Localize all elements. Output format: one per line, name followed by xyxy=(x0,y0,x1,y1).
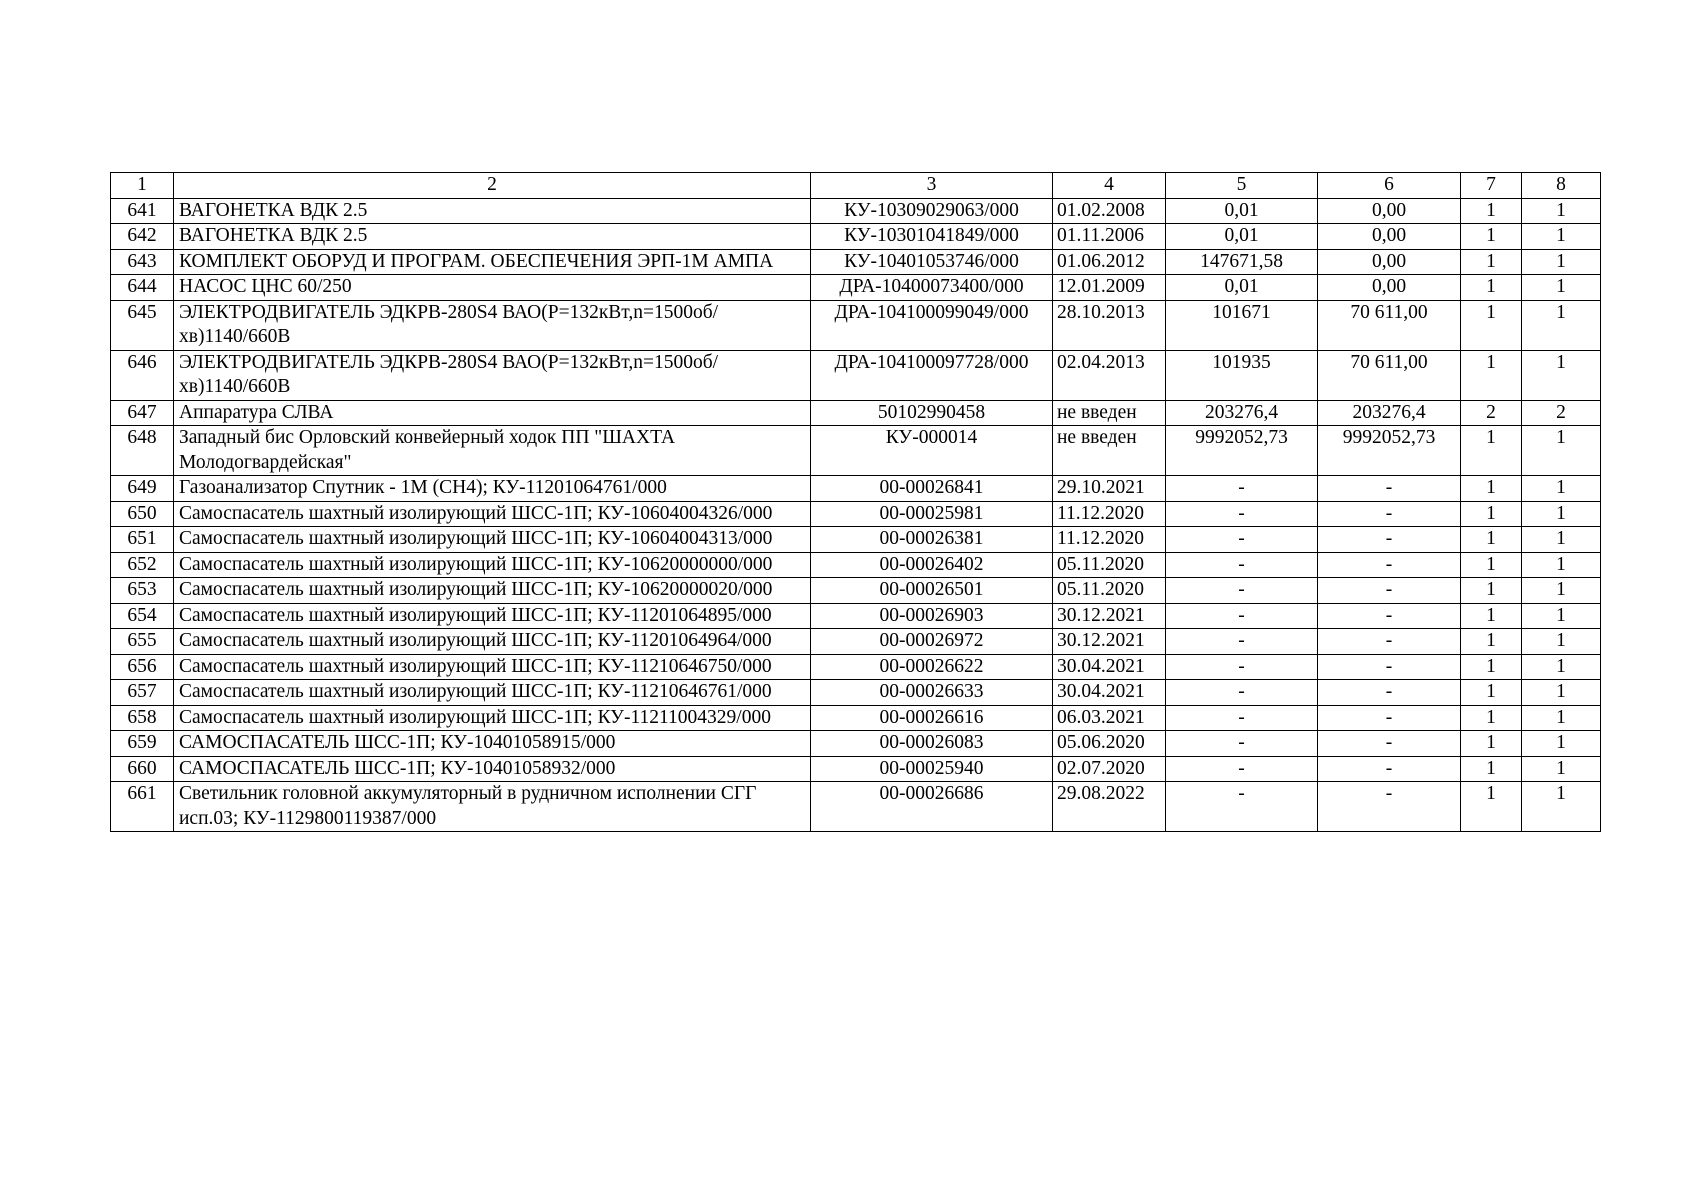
item-name-cell: САМОСПАСАТЕЛЬ ШСС-1П; КУ-10401058915/000 xyxy=(174,731,811,757)
residual-value-cell: 0,00 xyxy=(1318,275,1461,301)
table-row xyxy=(111,198,1601,224)
item-name-cell: ЭЛЕКТРОДВИГАТЕЛЬ ЭДКРВ-280S4 ВАО(Р=132кВт,n=1500об/хв)1140/660В xyxy=(174,350,811,400)
header-cell: 8 xyxy=(1522,173,1601,199)
header-cell: 1 xyxy=(111,173,174,199)
quantity-cell: 1 xyxy=(1461,300,1522,350)
date-cell: 30.12.2021 xyxy=(1053,603,1166,629)
value-cell: 0,01 xyxy=(1166,224,1318,250)
quantity-actual-cell: 1 xyxy=(1522,426,1601,476)
quantity-cell: 1 xyxy=(1461,527,1522,553)
header-cell: 5 xyxy=(1166,173,1318,199)
date-cell: 11.12.2020 xyxy=(1053,527,1166,553)
table-body xyxy=(111,198,1601,832)
table-row xyxy=(111,756,1601,782)
inventory-code-cell: 00-00026083 xyxy=(811,731,1053,757)
quantity-cell: 1 xyxy=(1461,501,1522,527)
residual-value-cell: - xyxy=(1318,552,1461,578)
item-name-cell: Самоспасатель шахтный изолирующий ШСС-1П; КУ-11201064895/000 xyxy=(174,603,811,629)
table-row xyxy=(111,629,1601,655)
inventory-code-cell: 00-00026501 xyxy=(811,578,1053,604)
residual-value-cell: - xyxy=(1318,705,1461,731)
quantity-actual-cell: 1 xyxy=(1522,527,1601,553)
table-row xyxy=(111,782,1601,832)
row-number-cell: 660 xyxy=(111,756,174,782)
table-row xyxy=(111,224,1601,250)
quantity-cell: 1 xyxy=(1461,705,1522,731)
residual-value-cell: - xyxy=(1318,603,1461,629)
inventory-code-cell: 00-00026903 xyxy=(811,603,1053,629)
inventory-code-cell: КУ-000014 xyxy=(811,426,1053,476)
inventory-code-cell: 00-00026622 xyxy=(811,654,1053,680)
date-cell: 12.01.2009 xyxy=(1053,275,1166,301)
date-cell: 30.04.2021 xyxy=(1053,654,1166,680)
row-number-cell: 653 xyxy=(111,578,174,604)
row-number-cell: 659 xyxy=(111,731,174,757)
row-number-cell: 643 xyxy=(111,249,174,275)
row-number-cell: 658 xyxy=(111,705,174,731)
header-cell: 4 xyxy=(1053,173,1166,199)
table-row xyxy=(111,350,1601,400)
inventory-code-cell: 00-00026841 xyxy=(811,476,1053,502)
value-cell: - xyxy=(1166,782,1318,832)
quantity-cell: 1 xyxy=(1461,731,1522,757)
residual-value-cell: 203276,4 xyxy=(1318,400,1461,426)
residual-value-cell: - xyxy=(1318,527,1461,553)
inventory-code-cell: 00-00026972 xyxy=(811,629,1053,655)
value-cell: 147671,58 xyxy=(1166,249,1318,275)
row-number-cell: 646 xyxy=(111,350,174,400)
value-cell: - xyxy=(1166,578,1318,604)
date-cell: 28.10.2013 xyxy=(1053,300,1166,350)
item-name-cell: Самоспасатель шахтный изолирующий ШСС-1П; КУ-10604004313/000 xyxy=(174,527,811,553)
date-cell: 02.07.2020 xyxy=(1053,756,1166,782)
value-cell: - xyxy=(1166,680,1318,706)
table-row xyxy=(111,300,1601,350)
residual-value-cell: - xyxy=(1318,578,1461,604)
item-name-cell: НАСОС ЦНС 60/250 xyxy=(174,275,811,301)
quantity-cell: 1 xyxy=(1461,476,1522,502)
item-name-cell: Аппаратура СЛВА xyxy=(174,400,811,426)
row-number-cell: 644 xyxy=(111,275,174,301)
inventory-code-cell: 50102990458 xyxy=(811,400,1053,426)
inventory-code-cell: КУ-10309029063/000 xyxy=(811,198,1053,224)
table-row xyxy=(111,603,1601,629)
item-name-cell: Светильник головной аккумуляторный в рудничном исполнении СГГ исп.03; КУ-1129800119387/000 xyxy=(174,782,811,832)
row-number-cell: 647 xyxy=(111,400,174,426)
residual-value-cell: - xyxy=(1318,756,1461,782)
value-cell: - xyxy=(1166,476,1318,502)
row-number-cell: 652 xyxy=(111,552,174,578)
residual-value-cell: - xyxy=(1318,654,1461,680)
table-row xyxy=(111,680,1601,706)
date-cell: 29.10.2021 xyxy=(1053,476,1166,502)
quantity-actual-cell: 1 xyxy=(1522,756,1601,782)
item-name-cell: Самоспасатель шахтный изолирующий ШСС-1П; КУ-11201064964/000 xyxy=(174,629,811,655)
item-name-cell: КОМПЛЕКТ ОБОРУД И ПРОГРАМ. ОБЕСПЕЧЕНИЯ ЭРП-1М АМПА xyxy=(174,249,811,275)
item-name-cell: Самоспасатель шахтный изолирующий ШСС-1П; КУ-11211004329/000 xyxy=(174,705,811,731)
residual-value-cell: 9992052,73 xyxy=(1318,426,1461,476)
quantity-cell: 1 xyxy=(1461,249,1522,275)
residual-value-cell: - xyxy=(1318,782,1461,832)
value-cell: - xyxy=(1166,705,1318,731)
item-name-cell: ВАГОНЕТКА ВДК 2.5 xyxy=(174,224,811,250)
quantity-actual-cell: 1 xyxy=(1522,603,1601,629)
item-name-cell: ЭЛЕКТРОДВИГАТЕЛЬ ЭДКРВ-280S4 ВАО(Р=132кВт,n=1500об/хв)1140/660В xyxy=(174,300,811,350)
quantity-cell: 1 xyxy=(1461,603,1522,629)
date-cell: 01.06.2012 xyxy=(1053,249,1166,275)
date-cell: 01.11.2006 xyxy=(1053,224,1166,250)
inventory-code-cell: КУ-10401053746/000 xyxy=(811,249,1053,275)
value-cell: - xyxy=(1166,756,1318,782)
quantity-cell: 1 xyxy=(1461,578,1522,604)
date-cell: 11.12.2020 xyxy=(1053,501,1166,527)
residual-value-cell: - xyxy=(1318,501,1461,527)
row-number-cell: 649 xyxy=(111,476,174,502)
quantity-cell: 1 xyxy=(1461,629,1522,655)
item-name-cell: САМОСПАСАТЕЛЬ ШСС-1П; КУ-10401058932/000 xyxy=(174,756,811,782)
residual-value-cell: - xyxy=(1318,476,1461,502)
quantity-actual-cell: 1 xyxy=(1522,249,1601,275)
table-row xyxy=(111,400,1601,426)
row-number-cell: 657 xyxy=(111,680,174,706)
residual-value-cell: 0,00 xyxy=(1318,249,1461,275)
table-row xyxy=(111,249,1601,275)
quantity-actual-cell: 1 xyxy=(1522,501,1601,527)
residual-value-cell: 70 611,00 xyxy=(1318,350,1461,400)
value-cell: 9992052,73 xyxy=(1166,426,1318,476)
date-cell: 30.12.2021 xyxy=(1053,629,1166,655)
inventory-code-cell: ДРА-104100097728/000 xyxy=(811,350,1053,400)
quantity-cell: 1 xyxy=(1461,680,1522,706)
item-name-cell: Самоспасатель шахтный изолирующий ШСС-1П; КУ-11210646761/000 xyxy=(174,680,811,706)
quantity-cell: 1 xyxy=(1461,224,1522,250)
inventory-code-cell: ДРА-10400073400/000 xyxy=(811,275,1053,301)
quantity-actual-cell: 1 xyxy=(1522,578,1601,604)
quantity-cell: 2 xyxy=(1461,400,1522,426)
value-cell: - xyxy=(1166,629,1318,655)
quantity-actual-cell: 1 xyxy=(1522,782,1601,832)
quantity-actual-cell: 1 xyxy=(1522,629,1601,655)
quantity-cell: 1 xyxy=(1461,756,1522,782)
header-cell: 6 xyxy=(1318,173,1461,199)
date-cell: 29.08.2022 xyxy=(1053,782,1166,832)
quantity-actual-cell: 1 xyxy=(1522,705,1601,731)
inventory-code-cell: ДРА-104100099049/000 xyxy=(811,300,1053,350)
quantity-actual-cell: 1 xyxy=(1522,680,1601,706)
quantity-actual-cell: 1 xyxy=(1522,275,1601,301)
table-row xyxy=(111,552,1601,578)
row-number-cell: 661 xyxy=(111,782,174,832)
quantity-actual-cell: 1 xyxy=(1522,350,1601,400)
value-cell: - xyxy=(1166,552,1318,578)
item-name-cell: Газоанализатор Спутник - 1М (СН4); КУ-11201064761/000 xyxy=(174,476,811,502)
row-number-cell: 656 xyxy=(111,654,174,680)
quantity-cell: 1 xyxy=(1461,426,1522,476)
header-row xyxy=(111,173,1601,199)
table-row xyxy=(111,578,1601,604)
quantity-cell: 1 xyxy=(1461,654,1522,680)
residual-value-cell: 70 611,00 xyxy=(1318,300,1461,350)
table-row xyxy=(111,275,1601,301)
row-number-cell: 645 xyxy=(111,300,174,350)
quantity-cell: 1 xyxy=(1461,782,1522,832)
date-cell: 05.11.2020 xyxy=(1053,578,1166,604)
header-cell: 3 xyxy=(811,173,1053,199)
row-number-cell: 641 xyxy=(111,198,174,224)
quantity-actual-cell: 1 xyxy=(1522,552,1601,578)
inventory-code-cell: 00-00026633 xyxy=(811,680,1053,706)
header-cell: 7 xyxy=(1461,173,1522,199)
date-cell: 05.11.2020 xyxy=(1053,552,1166,578)
item-name-cell: Самоспасатель шахтный изолирующий ШСС-1П; КУ-10620000000/000 xyxy=(174,552,811,578)
inventory-code-cell: 00-00025981 xyxy=(811,501,1053,527)
value-cell: 101935 xyxy=(1166,350,1318,400)
quantity-actual-cell: 1 xyxy=(1522,198,1601,224)
value-cell: 0,01 xyxy=(1166,275,1318,301)
inventory-code-cell: 00-00026402 xyxy=(811,552,1053,578)
inventory-code-cell: КУ-10301041849/000 xyxy=(811,224,1053,250)
quantity-cell: 1 xyxy=(1461,275,1522,301)
item-name-cell: Самоспасатель шахтный изолирующий ШСС-1П; КУ-10620000020/000 xyxy=(174,578,811,604)
quantity-cell: 1 xyxy=(1461,552,1522,578)
table-row xyxy=(111,654,1601,680)
value-cell: - xyxy=(1166,731,1318,757)
value-cell: - xyxy=(1166,654,1318,680)
date-cell: 05.06.2020 xyxy=(1053,731,1166,757)
date-cell: 01.02.2008 xyxy=(1053,198,1166,224)
residual-value-cell: 0,00 xyxy=(1318,224,1461,250)
residual-value-cell: 0,00 xyxy=(1318,198,1461,224)
item-name-cell: Самоспасатель шахтный изолирующий ШСС-1П; КУ-11210646750/000 xyxy=(174,654,811,680)
table-row xyxy=(111,731,1601,757)
date-cell: 30.04.2021 xyxy=(1053,680,1166,706)
row-number-cell: 648 xyxy=(111,426,174,476)
residual-value-cell: - xyxy=(1318,629,1461,655)
quantity-actual-cell: 1 xyxy=(1522,654,1601,680)
inventory-code-cell: 00-00026686 xyxy=(811,782,1053,832)
value-cell: - xyxy=(1166,603,1318,629)
quantity-actual-cell: 1 xyxy=(1522,300,1601,350)
row-number-cell: 651 xyxy=(111,527,174,553)
row-number-cell: 655 xyxy=(111,629,174,655)
residual-value-cell: - xyxy=(1318,731,1461,757)
quantity-cell: 1 xyxy=(1461,350,1522,400)
row-number-cell: 642 xyxy=(111,224,174,250)
date-cell: 02.04.2013 xyxy=(1053,350,1166,400)
table-row xyxy=(111,501,1601,527)
item-name-cell: Самоспасатель шахтный изолирующий ШСС-1П; КУ-10604004326/000 xyxy=(174,501,811,527)
quantity-actual-cell: 2 xyxy=(1522,400,1601,426)
date-cell: не введен xyxy=(1053,426,1166,476)
header-cell: 2 xyxy=(174,173,811,199)
quantity-actual-cell: 1 xyxy=(1522,476,1601,502)
inventory-code-cell: 00-00026381 xyxy=(811,527,1053,553)
inventory-code-cell: 00-00026616 xyxy=(811,705,1053,731)
residual-value-cell: - xyxy=(1318,680,1461,706)
value-cell: 203276,4 xyxy=(1166,400,1318,426)
date-cell: 06.03.2021 xyxy=(1053,705,1166,731)
value-cell: - xyxy=(1166,501,1318,527)
inventory-code-cell: 00-00025940 xyxy=(811,756,1053,782)
quantity-actual-cell: 1 xyxy=(1522,731,1601,757)
date-cell: не введен xyxy=(1053,400,1166,426)
value-cell: - xyxy=(1166,527,1318,553)
quantity-actual-cell: 1 xyxy=(1522,224,1601,250)
inventory-table xyxy=(110,172,1601,832)
table-row xyxy=(111,476,1601,502)
table-row xyxy=(111,527,1601,553)
value-cell: 101671 xyxy=(1166,300,1318,350)
table-row xyxy=(111,426,1601,476)
table-row xyxy=(111,705,1601,731)
item-name-cell: Западный бис Орловский конвейерный ходок ПП "ШАХТА Молодогвардейская" xyxy=(174,426,811,476)
quantity-cell: 1 xyxy=(1461,198,1522,224)
item-name-cell: ВАГОНЕТКА ВДК 2.5 xyxy=(174,198,811,224)
row-number-cell: 650 xyxy=(111,501,174,527)
value-cell: 0,01 xyxy=(1166,198,1318,224)
row-number-cell: 654 xyxy=(111,603,174,629)
